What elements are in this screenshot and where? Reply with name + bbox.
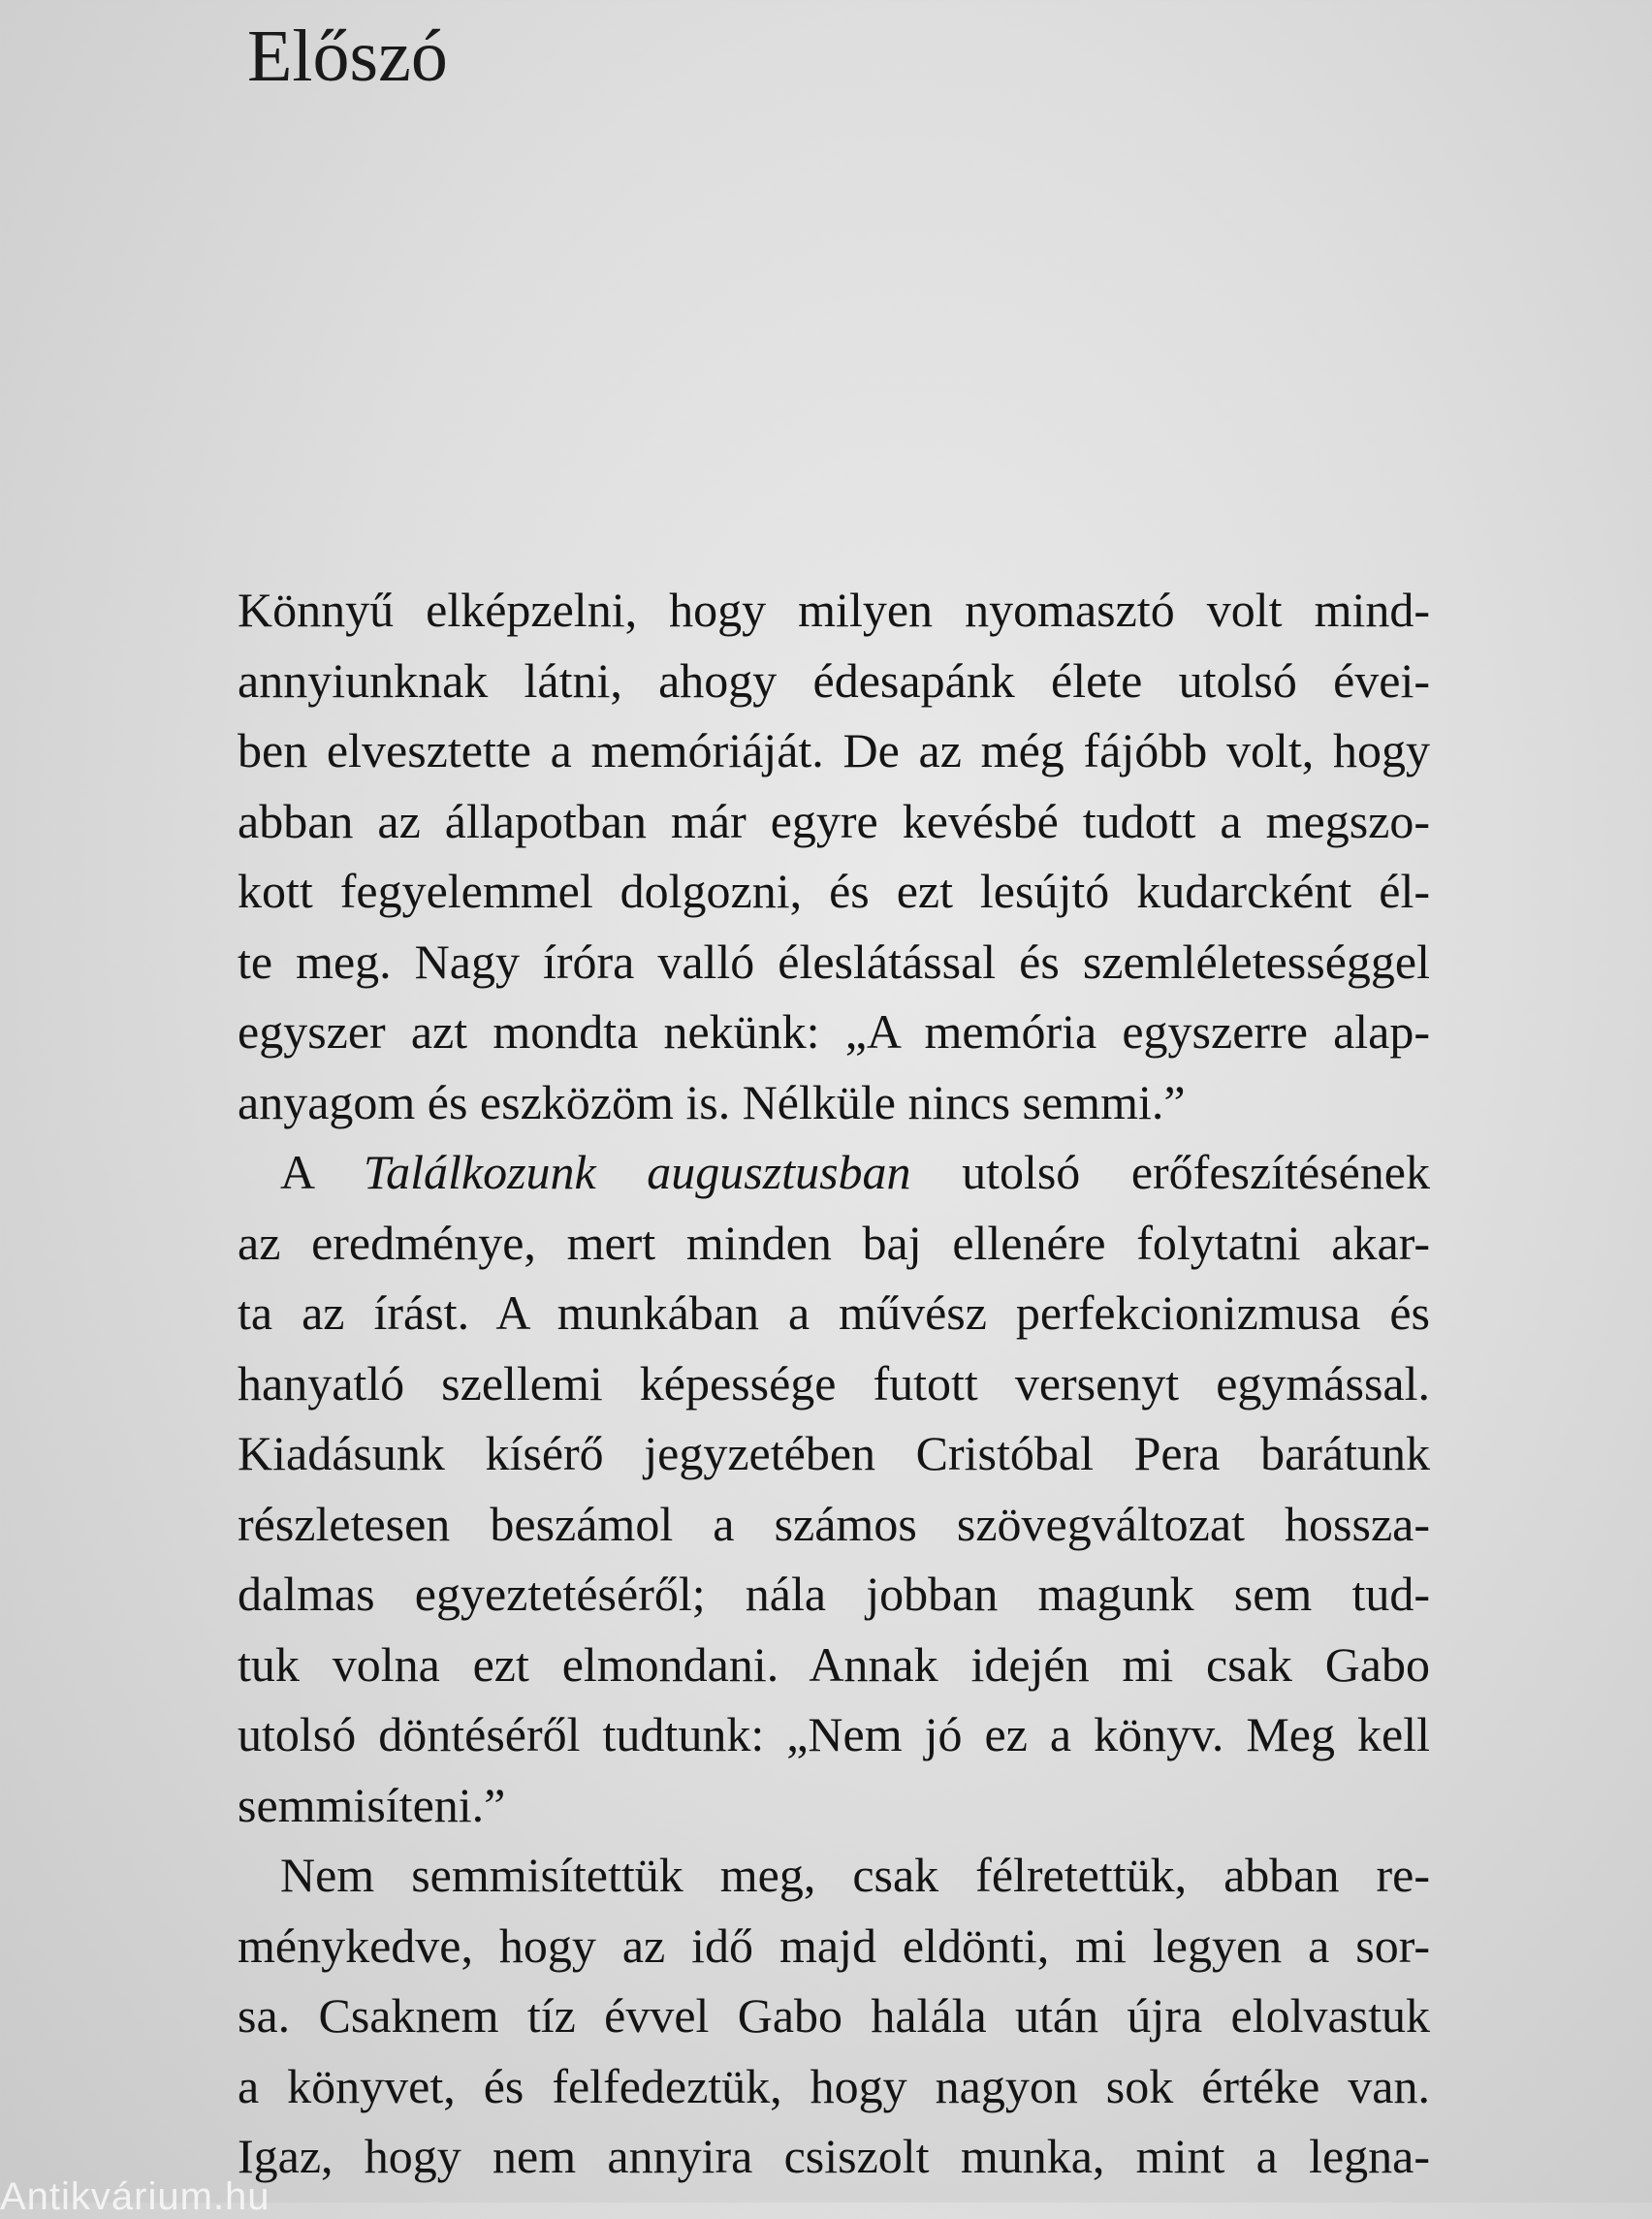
text-line: egyszer azt mondta nekünk: „A memória egyszerre alap- bbox=[238, 1004, 1430, 1059]
text-line: Könnyű elképzelni, hogy milyen nyomasztó volt mind- bbox=[238, 583, 1430, 637]
text-line: Igaz, hogy nem annyira csiszolt munka, mint a legna- bbox=[238, 2129, 1430, 2183]
text-line: tuk volna ezt elmondani. Annak idején mi csak Gabo bbox=[238, 1636, 1430, 1692]
text-line: abban az állapotban már egyre kevésbé tudott a megszo- bbox=[238, 793, 1430, 848]
book-title-italic: Találkozunk augusztusban bbox=[363, 1145, 911, 1199]
text-line: Nem semmisítettük meg, csak félretettük, abban re- bbox=[280, 1848, 1430, 1902]
text-line: annyiunknak látni, ahogy édesapánk élete utolsó évei- bbox=[238, 652, 1430, 708]
paragraph-3 bbox=[238, 1840, 1430, 2192]
watermark: Antikvárium.hu bbox=[0, 2175, 270, 2218]
text-line: te meg. Nagy íróra valló éleslátással és szemléletességgel bbox=[238, 934, 1430, 989]
text-line: ta az írást. A munkában a művész perfekcionizmusa és bbox=[238, 1285, 1430, 1340]
text-line: dalmas egyeztetéséről; nála jobban magunk sem tud- bbox=[238, 1567, 1430, 1621]
text-line-first bbox=[238, 1137, 1430, 1208]
body-text bbox=[238, 575, 1430, 2192]
text-line: sa. Csaknem tíz évvel Gabo halála után újra elolvastuk bbox=[238, 1988, 1430, 2043]
paragraph-2 bbox=[238, 1137, 1430, 1840]
text-line: Kiadásunk kísérő jegyzetében Cristóbal Pera barátunk bbox=[238, 1426, 1430, 1480]
text-line: kott fegyelemmel dolgozni, és ezt lesújtó kudarcként él- bbox=[238, 864, 1430, 918]
text-prefix: A bbox=[280, 1145, 364, 1199]
text-line: ménykedve, hogy az idő majd eldönti, mi legyen a sor- bbox=[238, 1918, 1430, 1973]
text-line: hanyatló szellemi képessége futott versenyt egymással. bbox=[238, 1355, 1430, 1411]
text-line: részletesen beszámol a számos szövegváltozat hossza- bbox=[238, 1496, 1430, 1551]
text-line: anyagom és eszközöm is. Nélküle nincs semmi.” bbox=[238, 1074, 1186, 1129]
page-title: Előszó bbox=[247, 16, 448, 97]
text-line: utolsó döntéséről tudtunk: „Nem jó ez a könyv. Meg kell bbox=[238, 1707, 1430, 1761]
text-line: ben elvesztette a memóriáját. De az még fájóbb volt, hogy bbox=[238, 723, 1430, 777]
paragraph-1 bbox=[238, 575, 1430, 1137]
text-suffix: utolsó erőfeszítésének bbox=[910, 1145, 1430, 1199]
text-line: semmisíteni.” bbox=[238, 1777, 506, 1832]
text-line: az eredménye, mert minden baj ellenére folytatni akar- bbox=[238, 1215, 1430, 1270]
text-line: a könyvet, és felfedeztük, hogy nagyon sok értéke van. bbox=[238, 2058, 1430, 2113]
